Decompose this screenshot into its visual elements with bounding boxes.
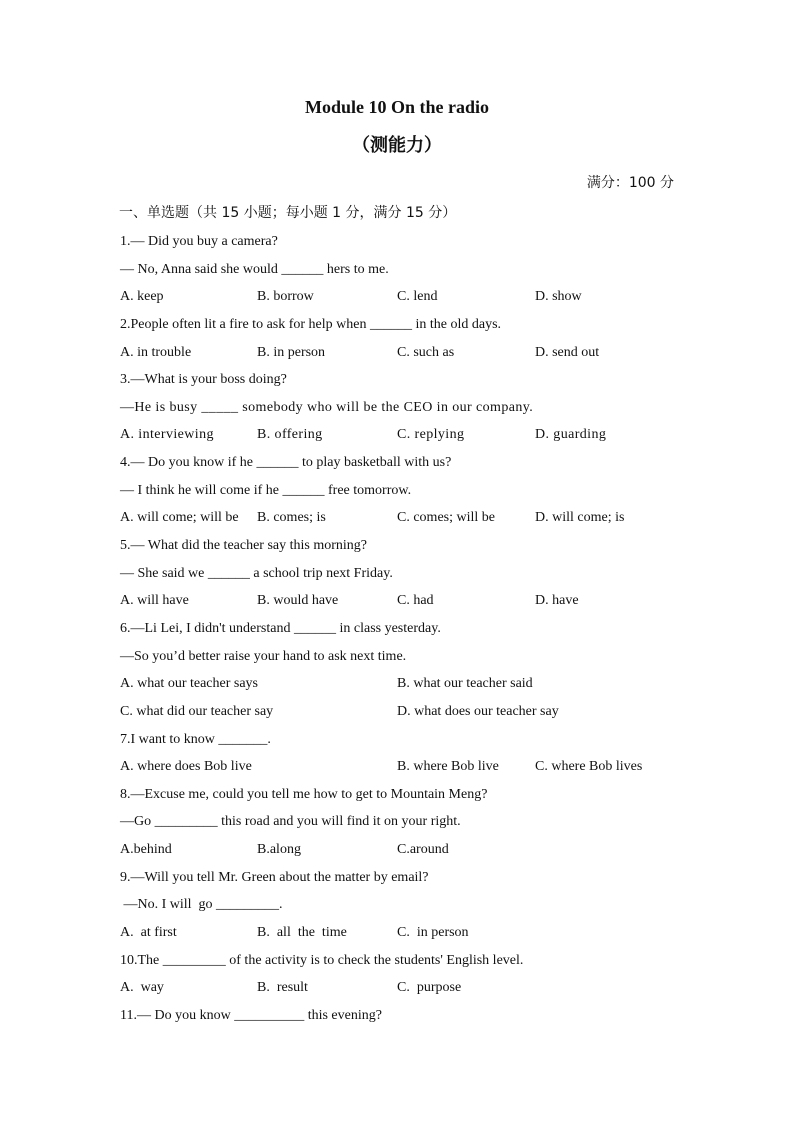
option-row: [120, 753, 690, 781]
option: A. where does Bob live: [120, 759, 252, 775]
option: D. guarding: [535, 427, 607, 443]
option: C. comes; will be: [397, 510, 495, 526]
option: A. at first: [120, 925, 177, 941]
option: C. what did our teacher say: [120, 703, 274, 719]
option: A. will have: [120, 593, 189, 609]
option: D. send out: [535, 344, 600, 360]
question-stem: 8.—Excuse me, could you tell me how to get to Mountain Meng?: [120, 786, 488, 802]
option: D. will come; is: [535, 510, 625, 526]
question-stem: 7.I want to know _______.: [120, 731, 271, 747]
option: A. way: [120, 980, 164, 996]
question-stem: 11.— Do you know __________ this evening?: [120, 1007, 382, 1023]
option: A. will come; will be: [120, 510, 239, 526]
option: B. in person: [257, 344, 326, 360]
question-stem: 2.People often lit a fire to ask for help when ______ in the old days.: [120, 316, 502, 332]
question-stem: —So you’d better raise your hand to ask next time.: [120, 648, 407, 664]
question-stem: —No. I will go _________.: [120, 897, 283, 913]
question-stem: — She said we ______ a school trip next Friday.: [120, 565, 393, 581]
option: C.around: [397, 842, 449, 858]
page-title: Module 10 On the radio: [304, 97, 489, 117]
question-stem: 9.—Will you tell Mr. Green about the matter by email?: [120, 869, 429, 885]
option: B.along: [257, 842, 301, 858]
option-row: [120, 587, 690, 615]
option: D. have: [535, 593, 579, 609]
section-heading: 一、单选题（共 15 小题；每小题 1 分，满分 15 分）: [119, 205, 457, 221]
question-stem: 5.— What did the teacher say this morning?: [120, 538, 368, 554]
option: A. in trouble: [120, 344, 192, 360]
option: B. result: [257, 980, 308, 996]
option-row: [120, 974, 690, 1002]
question-list: [120, 228, 690, 1030]
option: A. keep: [120, 289, 164, 305]
option-row: [120, 919, 690, 947]
option-row: [120, 283, 690, 311]
option: A. what our teacher says: [120, 676, 259, 692]
page-subtitle: （测能力）: [352, 135, 442, 156]
option: B. borrow: [257, 289, 314, 305]
option: C. where Bob lives: [535, 759, 643, 775]
question-stem: 6.—Li Lei, I didn't understand ______ in class yesterday.: [120, 620, 441, 636]
option: B. would have: [257, 593, 339, 609]
option: A. interviewing: [120, 427, 214, 443]
option: D. what does our teacher say: [397, 703, 559, 719]
option-row: [120, 504, 690, 532]
option: C. such as: [397, 344, 455, 360]
option-row: [120, 670, 690, 698]
option: B. where Bob live: [397, 759, 499, 775]
option: A.behind: [120, 842, 172, 858]
option: B. all the time: [257, 925, 347, 941]
option: B. comes; is: [257, 510, 326, 526]
option: B. offering: [257, 427, 323, 443]
option: B. what our teacher said: [397, 676, 533, 692]
option: C. had: [397, 593, 434, 609]
option-row: [120, 836, 690, 864]
option: C. lend: [397, 289, 438, 305]
question-stem: — No, Anna said she would ______ hers to me.: [120, 261, 389, 277]
option-row: [120, 698, 690, 726]
question-stem: 1.— Did you buy a camera?: [120, 234, 278, 249]
question-stem: — I think he will come if he ______ free tomorrow.: [120, 482, 412, 498]
full-score: 满分：100 分: [586, 175, 674, 191]
option: C. in person: [397, 925, 469, 941]
question-stem: —Go _________ this road and you will find it on your right.: [120, 814, 461, 830]
question-stem: —He is busy _____ somebody who will be the CEO in our company.: [120, 399, 534, 415]
option: D. show: [535, 289, 582, 305]
option-row: [120, 339, 690, 367]
question-stem: 10.The _________ of the activity is to check the students' English level.: [120, 952, 524, 968]
question-stem: 3.—What is your boss doing?: [120, 372, 287, 388]
option: C. replying: [397, 427, 465, 443]
question-stem: 4.— Do you know if he ______ to play basketball with us?: [120, 455, 452, 471]
option-row: [120, 421, 690, 449]
option: C. purpose: [397, 980, 462, 996]
